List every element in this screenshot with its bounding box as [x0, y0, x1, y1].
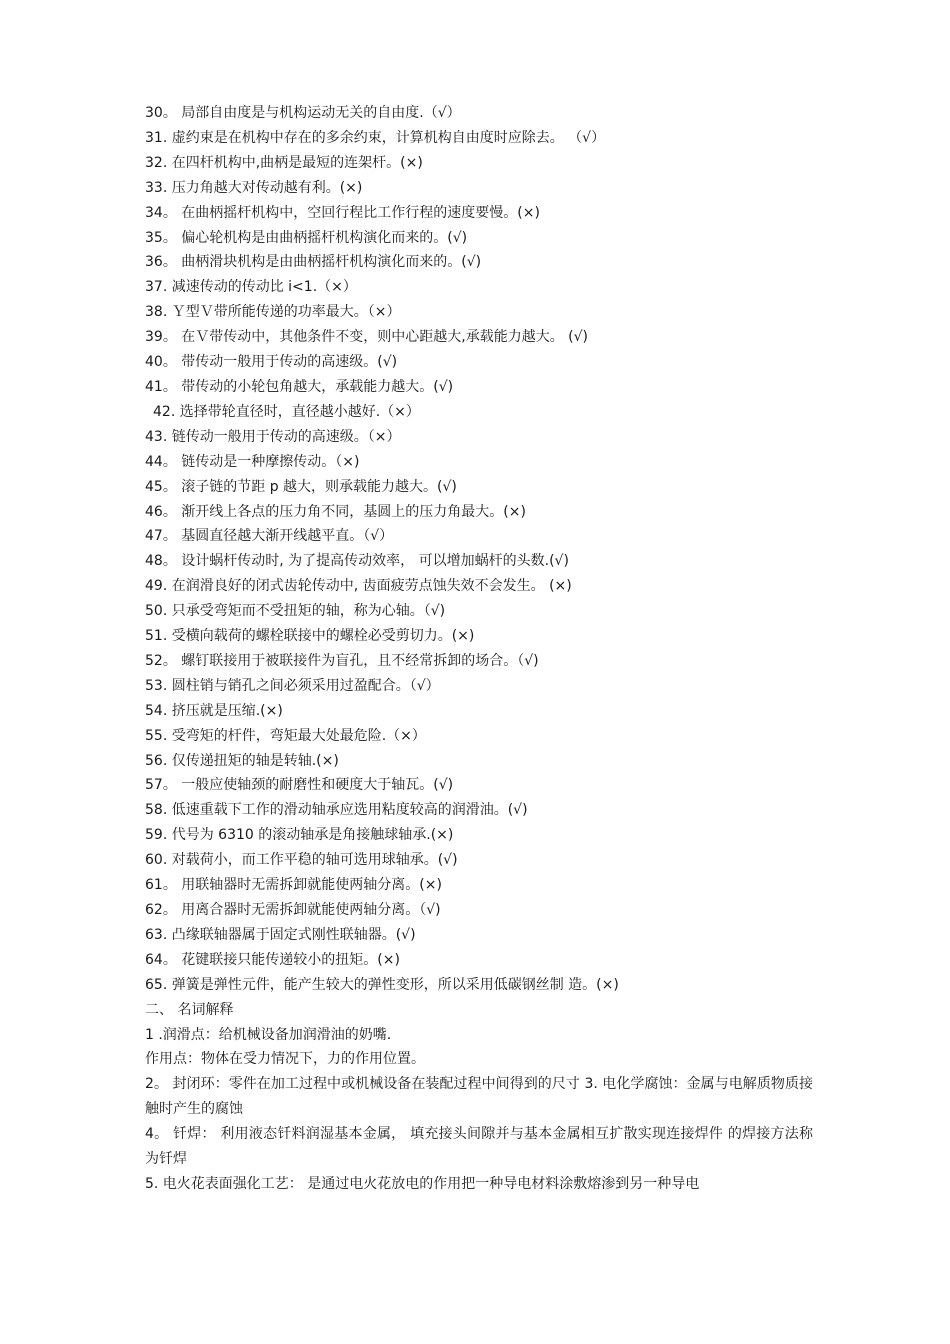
definition-item: 4。 钎焊： 利用液态钎料润湿基本金属， 填充接头间隙并与基本金属相互扩散实现连接焊件 的焊接方法称为钎焊 [145, 1126, 813, 1168]
list-item: 30。 局部自由度是与机构运动无关的自由度.（√） [145, 105, 461, 121]
list-item: 39。 在Ｖ带传动中，其他条件不变，则中心距越大,承载能力越大。 (√) [145, 329, 589, 346]
list-item: 54. 挤压就是压缩.(×) [145, 702, 283, 719]
list-item: 48。 设计蜗杆传动时, 为了提高传动效率， 可以增加蜗杆的头数.(√) [145, 553, 569, 570]
list-item: 62。 用离合器时无需拆卸就能使两轴分离。（√) [145, 902, 441, 918]
list-item: 57。 一般应使轴颈的耐磨性和硬度大于轴瓦。(√) [145, 777, 454, 794]
list-item: 31. 虚约束是在机构中存在的多余约束，计算机构自由度时应除去。 （√） [145, 129, 606, 146]
definition-item: 1 .润滑点：给机械设备加润滑油的奶嘴. [145, 1026, 392, 1043]
list-item: 37. 减速传动的传动比 i<1.（×） [145, 279, 357, 296]
list-item: 46。 渐开线上各点的压力角不同，基圆上的压力角最大。(×) [145, 503, 526, 520]
list-item: 45。 滚子链的节距 p 越大，则承载能力越大。(√) [145, 478, 457, 495]
list-item: 33. 压力角越大对传动越有利。(×) [145, 179, 363, 196]
definition-item: 2。 封闭环：零件在加工过程中或机械设备在装配过程中间得到的尺寸 3. 电化学腐蚀：金属与电解质物质接触时产生的腐蚀 [145, 1076, 813, 1118]
list-item: 56. 仅传递扭矩的轴是转轴.(×) [145, 752, 339, 769]
list-item: 36。 曲柄滑块机构是由曲柄摇杆机构演化而来的。(√) [145, 254, 482, 271]
list-item: 44。 链传动是一种摩擦传动。（×) [145, 453, 360, 470]
list-item: 32. 在四杆机构中,曲柄是最短的连架杆。(×) [145, 154, 423, 171]
list-item: 51. 受横向载荷的螺栓联接中的螺栓必受剪切力。(×) [145, 628, 475, 645]
list-item: 64。 花键联接只能传递较小的扭矩。(×) [145, 951, 400, 968]
list-item: 38. Ｙ型Ｖ带所能传递的功率最大。（×） [145, 304, 401, 321]
list-item: 42. 选择带轮直径时，直径越小越好.（×） [153, 403, 420, 420]
list-item: 41。 带传动的小轮包角越大，承载能力越大。(√) [145, 378, 454, 395]
list-item: 63. 凸缘联轴器属于固定式刚性联轴器。(√) [145, 926, 416, 943]
list-item: 53. 圆柱销与销孔之间必须采用过盈配合。（√） [145, 677, 440, 694]
list-item: 43. 链传动一般用于传动的高速级。（×） [145, 428, 401, 445]
list-item: 65. 弹簧是弹性元件，能产生较大的弹性变形，所以采用低碳钢丝制 造。(×) [145, 976, 619, 993]
definition-item: 5. 电火花表面强化工艺： 是通过电火花放电的作用把一种导电材料涂敷熔渗到另一种导电 [145, 1175, 700, 1192]
list-item: 58. 低速重载下工作的滑动轴承应选用粘度较高的润滑油。(√) [145, 802, 528, 819]
list-item: 61。 用联轴器时无需拆卸就能使两轴分离。(×) [145, 877, 442, 894]
list-item: 60. 对载荷小，而工作平稳的轴可选用球轴承。(√) [145, 852, 458, 869]
section-heading: 二、 名词解释 [145, 1001, 234, 1018]
document-body [145, 101, 813, 1197]
list-item: 47。 基圆直径越大渐开线越平直。（√） [145, 528, 394, 545]
list-item: 49. 在润滑良好的闭式齿轮传动中, 齿面疲劳点蚀失效不会发生。 (×) [145, 578, 572, 595]
list-item: 59. 代号为 6310 的滚动轴承是角接触球轴承.(×) [145, 827, 454, 844]
definition-item: 作用点：物体在受力情况下，力的作用位置。 [145, 1051, 425, 1068]
list-item: 50. 只承受弯矩而不受扭矩的轴，称为心轴。（√) [145, 603, 446, 620]
list-item: 52。 螺钉联接用于被联接件为盲孔，且不经常拆卸的场合。（√) [145, 652, 539, 669]
list-item: 35。 偏心轮机构是由曲柄摇杆机构演化而来的。(√) [145, 229, 468, 246]
list-item: 34。 在曲柄摇杆机构中，空回行程比工作行程的速度要慢。(×) [145, 204, 540, 221]
list-item: 40。 带传动一般用于传动的高速级。(√) [145, 354, 398, 371]
list-item: 55. 受弯矩的杆件，弯矩最大处最危险.（×） [145, 727, 426, 744]
